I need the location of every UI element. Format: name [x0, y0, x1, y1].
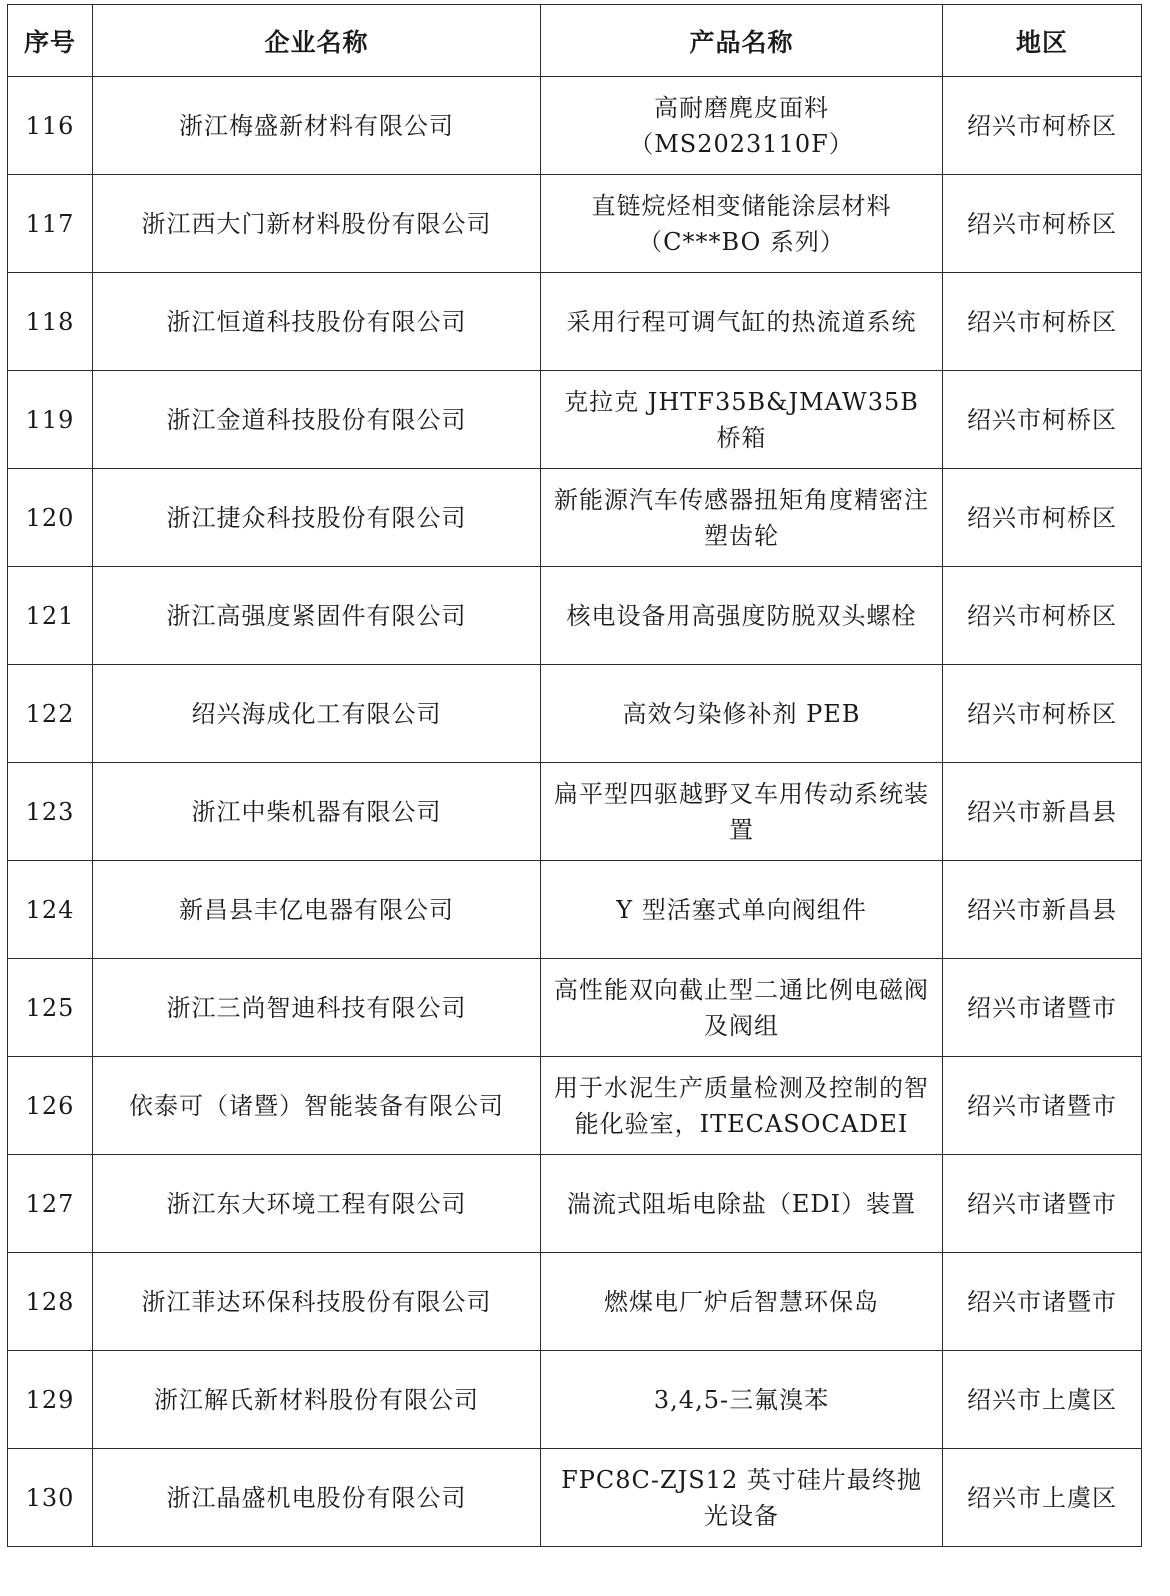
table-row — [8, 861, 1142, 959]
header-company: 企业名称 — [93, 5, 541, 77]
cell-product: 高性能双向截止型二通比例电磁阀及阀组 — [541, 959, 943, 1057]
cell-seq: 125 — [8, 959, 93, 1057]
cell-region: 绍兴市诸暨市 — [943, 959, 1142, 1057]
cell-company: 浙江梅盛新材料有限公司 — [93, 77, 541, 175]
table-row — [8, 665, 1142, 763]
cell-region: 绍兴市柯桥区 — [943, 665, 1142, 763]
cell-seq: 130 — [8, 1449, 93, 1547]
header-region: 地区 — [943, 5, 1142, 77]
cell-product: 核电设备用高强度防脱双头螺栓 — [541, 567, 943, 665]
table-row — [8, 1155, 1142, 1253]
table-row — [8, 273, 1142, 371]
cell-seq: 120 — [8, 469, 93, 567]
header-row — [8, 5, 1142, 77]
table-row — [8, 1253, 1142, 1351]
cell-region: 绍兴市柯桥区 — [943, 77, 1142, 175]
cell-seq: 119 — [8, 371, 93, 469]
cell-company: 浙江菲达环保科技股份有限公司 — [93, 1253, 541, 1351]
cell-product: 3,4,5-三氟溴苯 — [541, 1351, 943, 1449]
cell-company: 浙江捷众科技股份有限公司 — [93, 469, 541, 567]
table-row — [8, 959, 1142, 1057]
cell-product: 采用行程可调气缸的热流道系统 — [541, 273, 943, 371]
table-row — [8, 1351, 1142, 1449]
table-row — [8, 371, 1142, 469]
cell-seq: 128 — [8, 1253, 93, 1351]
cell-product: 克拉克 JHTF35B&JMAW35B 桥箱 — [541, 371, 943, 469]
cell-product: 高效匀染修补剂 PEB — [541, 665, 943, 763]
cell-seq: 123 — [8, 763, 93, 861]
cell-region: 绍兴市诸暨市 — [943, 1155, 1142, 1253]
cell-region: 绍兴市上虞区 — [943, 1351, 1142, 1449]
cell-region: 绍兴市柯桥区 — [943, 567, 1142, 665]
cell-seq: 122 — [8, 665, 93, 763]
cell-company: 浙江晶盛机电股份有限公司 — [93, 1449, 541, 1547]
cell-seq: 117 — [8, 175, 93, 273]
cell-region: 绍兴市柯桥区 — [943, 175, 1142, 273]
cell-company: 绍兴海成化工有限公司 — [93, 665, 541, 763]
cell-region: 绍兴市柯桥区 — [943, 371, 1142, 469]
cell-product: 湍流式阻垢电除盐（EDI）装置 — [541, 1155, 943, 1253]
cell-product: 用于水泥生产质量检测及控制的智能化验室，ITECASOCADEI — [541, 1057, 943, 1155]
cell-seq: 129 — [8, 1351, 93, 1449]
table-row — [8, 763, 1142, 861]
cell-product: 高耐磨麂皮面料（MS2023110F） — [541, 77, 943, 175]
table-row — [8, 1449, 1142, 1547]
cell-company: 浙江金道科技股份有限公司 — [93, 371, 541, 469]
cell-seq: 124 — [8, 861, 93, 959]
cell-seq: 118 — [8, 273, 93, 371]
table-row — [8, 175, 1142, 273]
cell-company: 浙江解氏新材料股份有限公司 — [93, 1351, 541, 1449]
header-product: 产品名称 — [541, 5, 943, 77]
table-row — [8, 469, 1142, 567]
cell-seq: 126 — [8, 1057, 93, 1155]
cell-product: 新能源汽车传感器扭矩角度精密注塑齿轮 — [541, 469, 943, 567]
cell-seq: 127 — [8, 1155, 93, 1253]
table-row — [8, 77, 1142, 175]
cell-company: 浙江中柴机器有限公司 — [93, 763, 541, 861]
cell-product: Y 型活塞式单向阀组件 — [541, 861, 943, 959]
cell-region: 绍兴市柯桥区 — [943, 469, 1142, 567]
cell-company: 新昌县丰亿电器有限公司 — [93, 861, 541, 959]
cell-region: 绍兴市上虞区 — [943, 1449, 1142, 1547]
cell-company: 依泰可（诸暨）智能装备有限公司 — [93, 1057, 541, 1155]
cell-company: 浙江高强度紧固件有限公司 — [93, 567, 541, 665]
cell-region: 绍兴市诸暨市 — [943, 1253, 1142, 1351]
cell-company: 浙江东大环境工程有限公司 — [93, 1155, 541, 1253]
table-row — [8, 1057, 1142, 1155]
cell-product: 扁平型四驱越野叉车用传动系统装置 — [541, 763, 943, 861]
cell-company: 浙江恒道科技股份有限公司 — [93, 273, 541, 371]
cell-region: 绍兴市新昌县 — [943, 861, 1142, 959]
cell-company: 浙江三尚智迪科技有限公司 — [93, 959, 541, 1057]
cell-product: FPC8C-ZJS12 英寸硅片最终抛光设备 — [541, 1449, 943, 1547]
cell-region: 绍兴市新昌县 — [943, 763, 1142, 861]
cell-seq: 121 — [8, 567, 93, 665]
cell-product: 直链烷烃相变储能涂层材料（C***BO 系列） — [541, 175, 943, 273]
cell-seq: 116 — [8, 77, 93, 175]
cell-company: 浙江西大门新材料股份有限公司 — [93, 175, 541, 273]
product-list-table — [7, 4, 1142, 1547]
cell-region: 绍兴市柯桥区 — [943, 273, 1142, 371]
table-header — [8, 5, 1142, 77]
cell-product: 燃煤电厂炉后智慧环保岛 — [541, 1253, 943, 1351]
header-seq: 序号 — [8, 5, 93, 77]
table-body — [8, 77, 1142, 1547]
table-row — [8, 567, 1142, 665]
cell-region: 绍兴市诸暨市 — [943, 1057, 1142, 1155]
